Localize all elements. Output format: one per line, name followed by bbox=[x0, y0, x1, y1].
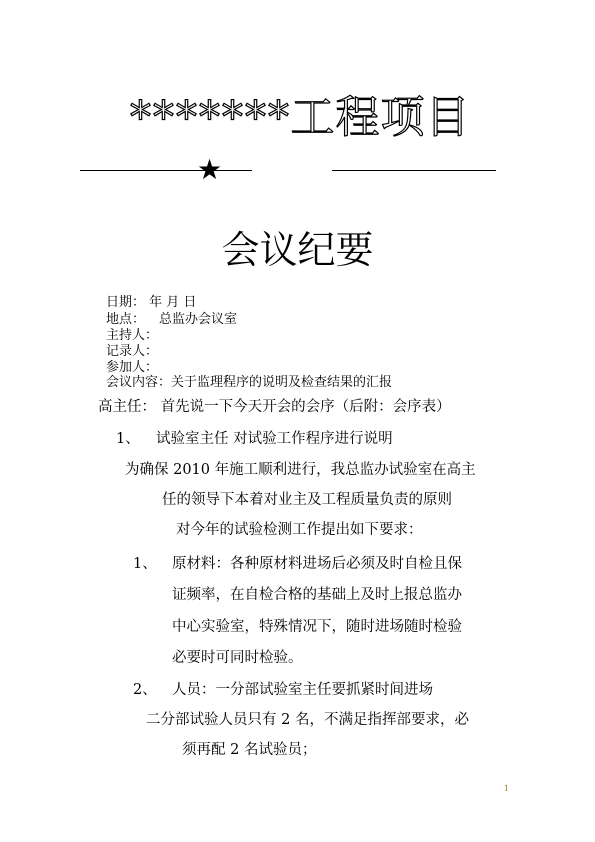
sub-item-line: 二分部试验人员只有 2 名，不满足指挥部要求，必 bbox=[146, 712, 469, 728]
meeting-host: 主持人： bbox=[106, 328, 159, 343]
sub-item-line: 须再配 2 名试验员； bbox=[182, 742, 317, 758]
document-title: 会议纪要 bbox=[221, 228, 374, 272]
sub-item-line: 原材料：各种原材料进场后必须及时自检且保 bbox=[172, 556, 462, 572]
paragraph-line: 为确保 2010 年施工顺利进行，我总监办试验室在高主 bbox=[125, 462, 476, 478]
meeting-location-value: 总监办会议室 bbox=[159, 312, 238, 327]
meeting-location-label: 地点： bbox=[106, 312, 146, 327]
meeting-date: 日期： 年 月 日 bbox=[106, 295, 197, 310]
opening-remarks: 高主任： 首先说一下今天开会的会序（后附：会序表） bbox=[98, 399, 451, 415]
meeting-content: 会议内容：关于监理程序的说明及检查结果的汇报 bbox=[106, 375, 393, 390]
star-icon: ★ bbox=[197, 153, 223, 186]
right-divider-line bbox=[332, 170, 496, 171]
meeting-recorder: 记录人： bbox=[106, 344, 159, 359]
sub-item-line: 人员：一分部试验室主任要抓紧时间进场 bbox=[172, 682, 433, 698]
page-number: 1 bbox=[503, 784, 509, 793]
sub-item-1-number: 1、 bbox=[133, 556, 157, 572]
sub-item-line: 证频率，在自检合格的基础上及时上报总监办 bbox=[172, 587, 462, 603]
sub-item-line: 必要时可同时检验。 bbox=[172, 650, 303, 666]
item-1-title: 试验室主任 对试验工作程序进行说明 bbox=[156, 431, 393, 447]
sub-item-line: 中心实验室，特殊情况下，随时进场随时检验 bbox=[172, 619, 462, 635]
meeting-attendees: 参加人： bbox=[106, 360, 159, 375]
left-divider-line bbox=[80, 170, 252, 171]
paragraph-line: 任的领导下本着对业主及工程质量负责的原则 bbox=[162, 492, 452, 508]
sub-item-2-number: 2、 bbox=[133, 682, 157, 698]
project-title: *******工程项目 bbox=[129, 92, 471, 143]
item-1-number: 1、 bbox=[116, 431, 140, 447]
paragraph-line: 对今年的试验检测工作提出如下要求： bbox=[176, 522, 423, 538]
